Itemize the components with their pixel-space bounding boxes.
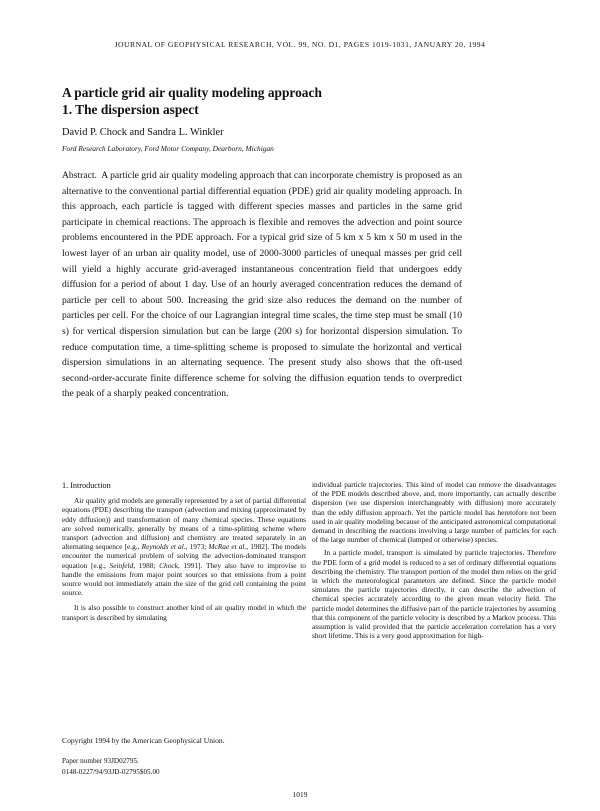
intro-paragraph-1 xyxy=(62,496,306,597)
citation-chock: Chock xyxy=(159,560,178,570)
left-column xyxy=(62,481,306,622)
page-number: 1019 xyxy=(292,790,308,799)
copyright-notice: Copyright 1994 by the American Geophysical Union. xyxy=(62,736,225,745)
citation-seinfeld: Seinfeld xyxy=(109,560,134,570)
authors: David P. Chock and Sandra L. Winkler xyxy=(62,127,224,138)
intro-text-a: Air quality grid models are generally represented by a set of partial differential equations (PDE) describing the transport (advection and mixing (approximated by eddy diffusion)) and transformation of many chemical species. These equations are solved numerically, generally by means of a time-splitting scheme where transport (advection and diffusion) and chemistry are treated separately in an alternating sequence [e.g., xyxy=(62,496,306,552)
citation-mcrae: McRae et al. xyxy=(208,542,247,552)
affiliation: Ford Research Laboratory, Ford Motor Company, Dearborn, Michigan xyxy=(62,144,274,153)
paper-number: Paper number 93JD02795. xyxy=(62,757,139,765)
citation-reynolds: Reynolds et al. xyxy=(141,542,186,552)
intro-text-c: , 1982]. The models encounter the numerical problem of solving the advection-dominated transport equation [e.g., xyxy=(62,542,306,570)
title-line-1: A particle grid air quality modeling approach xyxy=(62,85,322,100)
abstract-label: Abstract. xyxy=(62,170,97,181)
section-heading: 1. Introduction xyxy=(62,481,111,490)
intro-paragraph-2: It is also possible to construct another kind of air quality model in which the transport is described by simulating xyxy=(62,603,306,622)
title-line-2: 1. The dispersion aspect xyxy=(62,102,199,117)
article-title xyxy=(62,84,322,118)
paper-info xyxy=(62,756,160,777)
abstract-text: A particle grid air quality modeling approach that can incorporate chemistry is proposed as an alternative to the conventional partial differential equation (PDE) grid air quality modeling approach. In this approach, each particle is tagged with different species masses and particles in the same grid participate in chemical reactions. The approach is flexible and removes the advection and point source problems encountered in the PDE approach. For a typical grid size of 5 km x 5 km x 50 m used in the lowest layer of an urban air quality model, use of 2000-3000 particles of unequal masses per grid cell will yield a highly accurate grid-averaged instantaneous concentration field that undergoes eddy diffusion for a period of about 1 day. Use of an hourly averaged concentration reduces the demand of particle per cell to about 500. Increasing the grid size also reduces the demand on the number of particles per cell. For the choice of our Lagrangian integral time scales, the time step must be small (10 s) for vertical dispersion simulation but can be large (200 s) for horizontal dispersion simulation. To reduce computation time, a time-splitting scheme is proposed to simulate the horizontal and vertical dispersion simulations in an alternating sequence. The present study also shows that the oft-used second-order-accurate finite difference scheme for solving the diffusion equation tends to overpredict the peak of a sharply peaked concentration. xyxy=(62,170,462,400)
intro-text-e: , 1991]. They also have to improvise to handle the emissions from major point sources so that emissions from a point source would not immediately attain the size of the grid cell containing the point source. xyxy=(62,560,306,598)
abstract xyxy=(62,168,462,402)
right-column xyxy=(312,480,556,640)
right-paragraph-1: individual particle trajectories. This kind of model can remove the disadvantages of the PDE models described above, and, more importantly, can actually describe dispersion (we use dispersion interchangeably with diffusion) more accurately than the eddy diffusion approach. Yet the particle model has heretofore not been used in air quality modeling because of the anticipated astronomical computational demand in describing the reactions involving a large number of particles for each of the large number of chemical (lumped or otherwise) species. xyxy=(312,480,556,545)
running-head: JOURNAL OF GEOPHYSICAL RESEARCH, VOL. 99, NO. D1, PAGES 1019-1031, JANUARY 20, 1994 xyxy=(114,40,486,49)
right-paragraph-2: In a particle model, transport is simulated by particle trajectories. Therefore the PDE form of a grid model is reduced to a set of ordinary differential equations describing the chemistry. The transport portion of the model then relies on the grid in which the meteorological parameters are defined. Since the particle model simulates the particle trajectories directly, it can describe the advection of chemical species accurately according to the given mean velocity field. The particle model determines the diffusive part of the particle trajectories by assuming that this component of the particle velocity is described by a Markov process. This assumption is valid provided that the particle acceleration correlation has a very short lifetime. This is a very good approximation for high- xyxy=(312,548,556,641)
intro-text-d: , 1988; xyxy=(133,560,160,570)
issn-code: 0148-0227/94/93JD-02795$05.00 xyxy=(62,767,160,776)
intro-text-b: , 1973; xyxy=(185,542,209,552)
